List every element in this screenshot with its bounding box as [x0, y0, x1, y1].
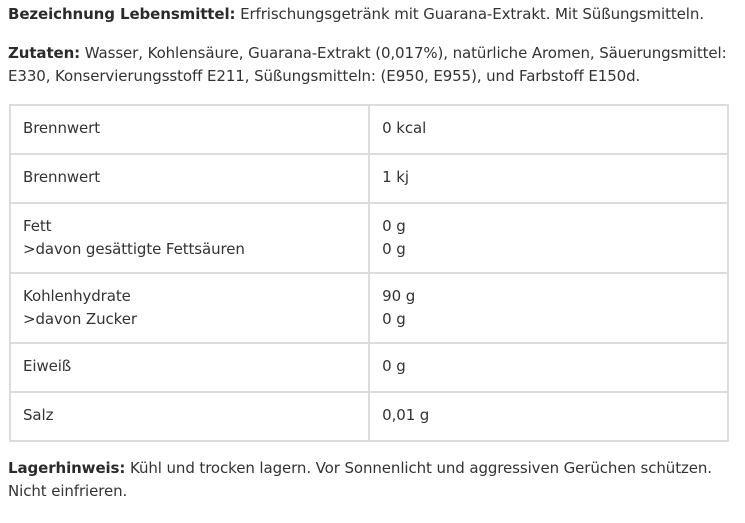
table-row: [10, 343, 728, 392]
storage-paragraph: [8, 457, 737, 503]
nutrient-name: Brennwert: [23, 119, 101, 137]
ingredients-text: Wasser, Kohlensäure, Guarana-Extrakt (0,017%), natürliche Aromen, Säuerungsmittel: E330, Konservierungsstoff E211, Süßungsmitteln: (E950, E955), und Farbstoff E150d.: [8, 44, 727, 85]
nutrient-value-cell: [369, 105, 728, 154]
nutrient-value-cell: [369, 343, 728, 392]
nutrient-sub-name: >davon gesättigte Fettsäuren: [23, 240, 245, 258]
nutrient-name: Eiweiß: [23, 357, 72, 375]
nutrient-value: 0 g: [382, 357, 406, 375]
storage-label: Lagerhinweis:: [8, 459, 126, 477]
table-row: [10, 392, 728, 441]
storage-text: Kühl und trocken lagern. Vor Sonnenlicht und aggressiven Gerüchen schützen. Nicht einfrieren.: [8, 459, 712, 500]
nutrient-name-cell: [10, 154, 369, 203]
nutrient-sub-name: >davon Zucker: [23, 310, 137, 328]
nutrient-value-cell: [369, 203, 728, 273]
nutrition-table: [9, 104, 729, 442]
nutrient-sub-value: 0 g: [382, 240, 406, 258]
nutrient-name: Salz: [23, 406, 54, 424]
table-row: [10, 154, 728, 203]
ingredients-paragraph: [8, 42, 737, 88]
nutrient-value-cell: [369, 392, 728, 441]
designation-text: Erfrischungsgetränk mit Guarana-Extrakt. Mit Süßungsmitteln.: [240, 5, 704, 23]
nutrient-value: 90 g: [382, 287, 416, 305]
ingredients-label: Zutaten:: [8, 44, 81, 62]
nutrient-sub-value: 0 g: [382, 310, 406, 328]
nutrient-value: 0 kcal: [382, 119, 427, 137]
table-row: [10, 273, 728, 343]
nutrient-name: Fett: [23, 217, 52, 235]
nutrient-name-cell: [10, 392, 369, 441]
nutrient-name: Brennwert: [23, 168, 101, 186]
table-row: [10, 203, 728, 273]
nutrient-value-cell: [369, 154, 728, 203]
nutrient-name: Kohlenhydrate: [23, 287, 131, 305]
nutrient-name-cell: [10, 343, 369, 392]
nutrient-name-cell: [10, 273, 369, 343]
designation-label: Bezeichnung Lebensmittel:: [8, 5, 236, 23]
nutrient-value: 1 kj: [382, 168, 409, 186]
designation-paragraph: [8, 3, 737, 26]
nutrient-value: 0,01 g: [382, 406, 430, 424]
table-row: [10, 105, 728, 154]
nutrient-value: 0 g: [382, 217, 406, 235]
nutrient-value-cell: [369, 273, 728, 343]
nutrient-name-cell: [10, 203, 369, 273]
nutrient-name-cell: [10, 105, 369, 154]
